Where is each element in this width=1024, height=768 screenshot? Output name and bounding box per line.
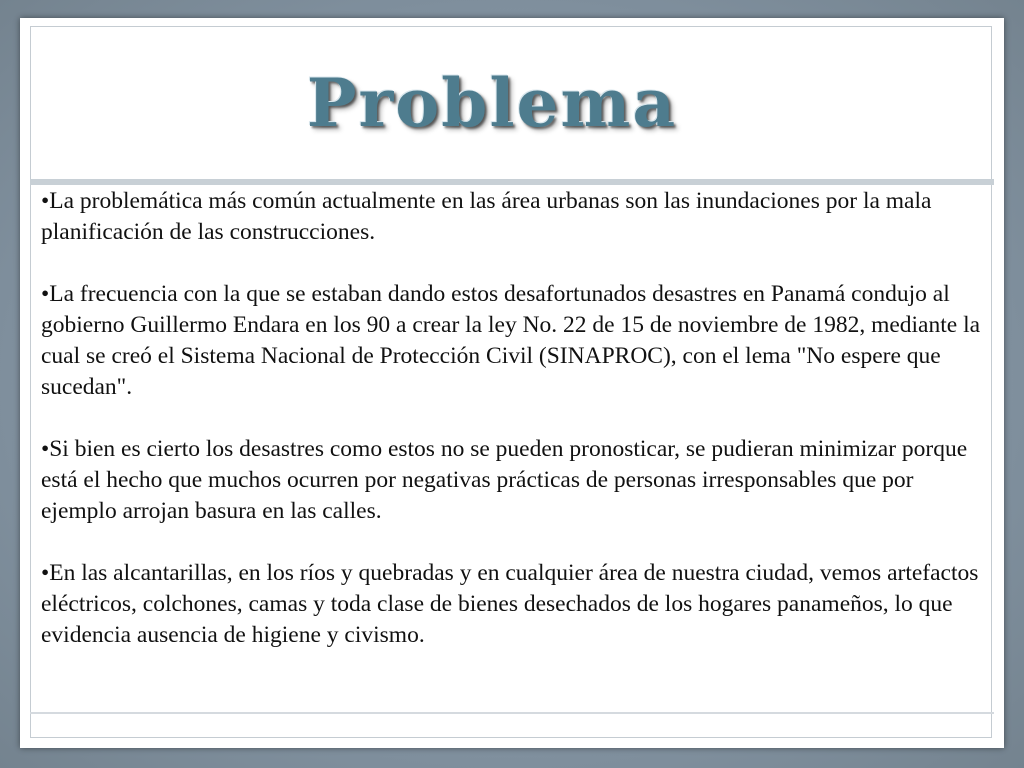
paragraph-sinaproc: •La frecuencia con la que se estaban dando estos desafortunados desastres en Panamá condujo al gobierno Guillermo Endara en los 90 a crear la ley No. 22 de 15 de noviembre de 1982, mediante la cual se creó el Sistema Nacional de Protección Civil (SINAPROC), con el lema "No espere que sucedan". [41, 281, 981, 400]
slide-body [41, 186, 981, 682]
paragraph-flooding: •La problemática más común actualmente en las área urbanas son las inundaciones por la mala planificación de las construcciones. [41, 188, 932, 245]
title-divider [30, 179, 994, 185]
slide [20, 18, 1004, 748]
bottom-divider [30, 712, 994, 714]
slide-title: Problema [306, 64, 678, 142]
paragraph-prevention: •Si bien es cierto los desastres como estos no se pueden pronosticar, se pudieran minimizar porque está el hecho que muchos ocurren por negativas prácticas de personas irresponsables que por ejemplo arrojan basura en las calles. [41, 436, 968, 524]
paragraph-waste: •En las alcantarillas, en los ríos y quebradas y en cualquier área de nuestra ciudad, vemos artefactos eléctricos, colchones, camas y toda clase de bienes desechados de los hogares panameños, lo que evidencia ausencia de higiene y civismo. [41, 560, 979, 648]
